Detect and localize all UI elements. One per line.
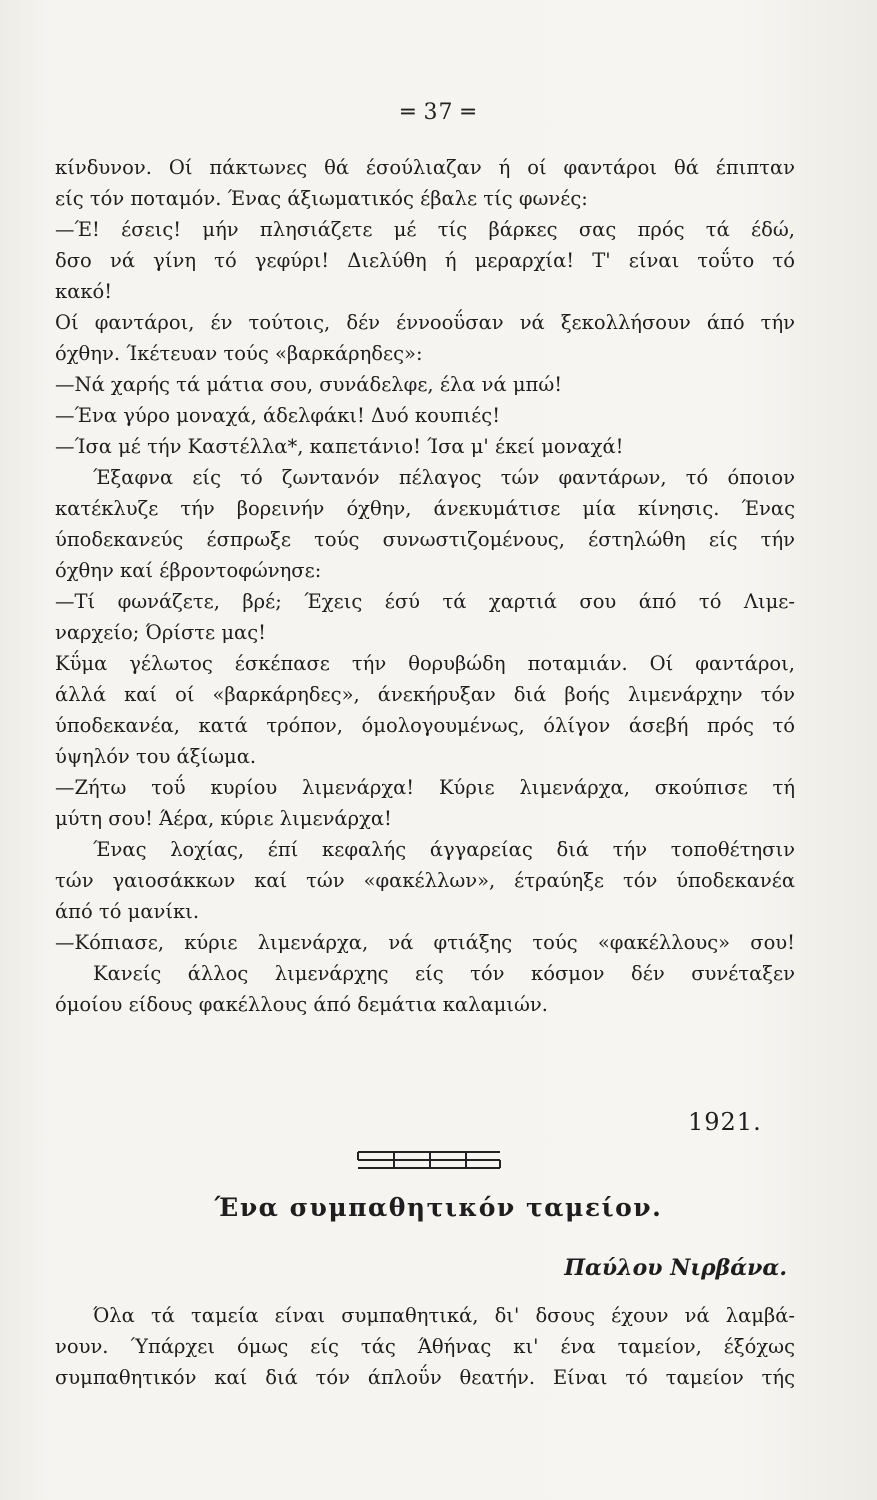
text-line: Ένας λοχίας, έπί κεφαλής άγγαρείας διά τήν τοποθέτησιν — [93, 838, 795, 861]
text-line: κατέκλυζε τήν βορεινήν όχθην, άνεκυμάτισε μία κίνησις. Ένας — [55, 497, 795, 520]
text-line: —Τί φωνάζετε, βρέ; Έχεις έσύ τά χαρτιά σου άπό τό Λιμε- — [55, 590, 795, 613]
text-line: τών γαιοσάκκων καί τών «φακέλλων», έτραύηξε τόν ύποδεκανέα — [55, 869, 795, 892]
text-line: άλλά καί οί «βαρκάρηδες», άνεκήρυξαν διά βοής λιμενάρχην τόν — [55, 683, 795, 706]
text-line: Έξαφνα είς τό ζωντανόν πέλαγος τών φαντάρων, τό όποιον — [93, 466, 795, 489]
date-year: 1921. — [688, 1108, 762, 1136]
text-line: Όλα τά ταμεία είναι συμπαθητικά, δι' δσους έχουν νά λαμβά- — [93, 1304, 795, 1327]
text-line: —Νά χαρής τά μάτια σου, συνάδελφε, έλα νά μπώ! — [55, 373, 563, 396]
text-line: άπό τό μανίκι. — [55, 900, 200, 923]
text-line: ναρχείο; Όρίστε μας! — [55, 621, 266, 644]
text-line: κακό! — [55, 280, 113, 303]
article-title: Ένα συμπαθητικόν ταμείον. — [214, 1193, 663, 1222]
text-line: νουν. Ύπάρχει όμως είς τάς Άθήνας κι' ένα ταμείον, έξόχως — [55, 1335, 795, 1358]
article-body-text — [55, 1300, 795, 1393]
text-line: —Κόπιασε, κύριε λιμενάρχα, νά φτιάξης τούς «φακέλλους» σου! — [55, 931, 795, 954]
text-line: ύποδεκανεύς έσπρωξε τούς συνωστιζομένους, έστηλώθη είς τήν — [55, 528, 795, 551]
text-line: ύψηλόν του άξίωμα. — [55, 745, 257, 768]
text-line: κίνδυνον. Οί πάκτωνες θά έσούλιαζαν ή οί φαντάροι θά έπιπταν — [55, 156, 795, 179]
article-author: Παύλου Νιρβάνα. — [564, 1255, 787, 1281]
ornament-divider-icon — [354, 1148, 504, 1172]
text-line: —Ένα γύρο μοναχά, άδελφάκι! Δυό κουπιές! — [55, 404, 501, 427]
text-line: —Έ! έσεις! μήν πλησιάζετε μέ τίς βάρκες σας πρός τά έδώ, — [55, 218, 795, 241]
text-line: —Ίσα μέ τήν Καστέλλα*, καπετάνιο! Ίσα μ' έκεί μοναχά! — [55, 435, 624, 458]
text-line: Κανείς άλλος λιμενάρχης είς τόν κόσμον δέν συνέταξεν — [93, 962, 795, 985]
body-text — [55, 152, 795, 1020]
page-number: ═ 37 ═ — [401, 100, 476, 125]
text-line: είς τόν ποταμόν. Ένας άξιωματικός έβαλε τίς φωνές: — [55, 187, 588, 210]
text-line: όχθην. Ίκέτευαν τούς «βαρκάρηδες»: — [55, 342, 423, 365]
text-line: όχθην καί έβροντοφώνησε: — [55, 559, 322, 582]
text-line: —Ζήτω τοΰ κυρίου λιμενάρχα! Κύριε λιμενάρχα, σκούπισε τή — [55, 776, 795, 799]
text-line: δσο νά γίνη τό γεφύρι! Διελύθη ή μεραρχία! Τ' είναι τοΰτο τό — [55, 249, 795, 272]
text-line: συμπαθητικόν καί διά τόν άπλοΰν θεατήν. Είναι τό ταμείον τής — [55, 1366, 795, 1389]
text-line: ύποδεκανέα, κατά τρόπον, όμολογουμένως, όλίγον άσεβή πρός τό — [55, 714, 795, 737]
text-line: μύτη σου! Άέρα, κύριε λιμενάρχα! — [55, 807, 392, 830]
text-line: Οί φαντάροι, έν τούτοις, δέν έννοοΰσαν νά ξεκολλήσουν άπό τήν — [55, 311, 795, 334]
text-line: όμοίου είδους φακέλλους άπό δεμάτια καλαμιών. — [55, 993, 548, 1016]
text-line: Κΰμα γέλωτος έσκέπασε τήν θορυβώδη ποταμιάν. Οί φαντάροι, — [55, 652, 795, 675]
